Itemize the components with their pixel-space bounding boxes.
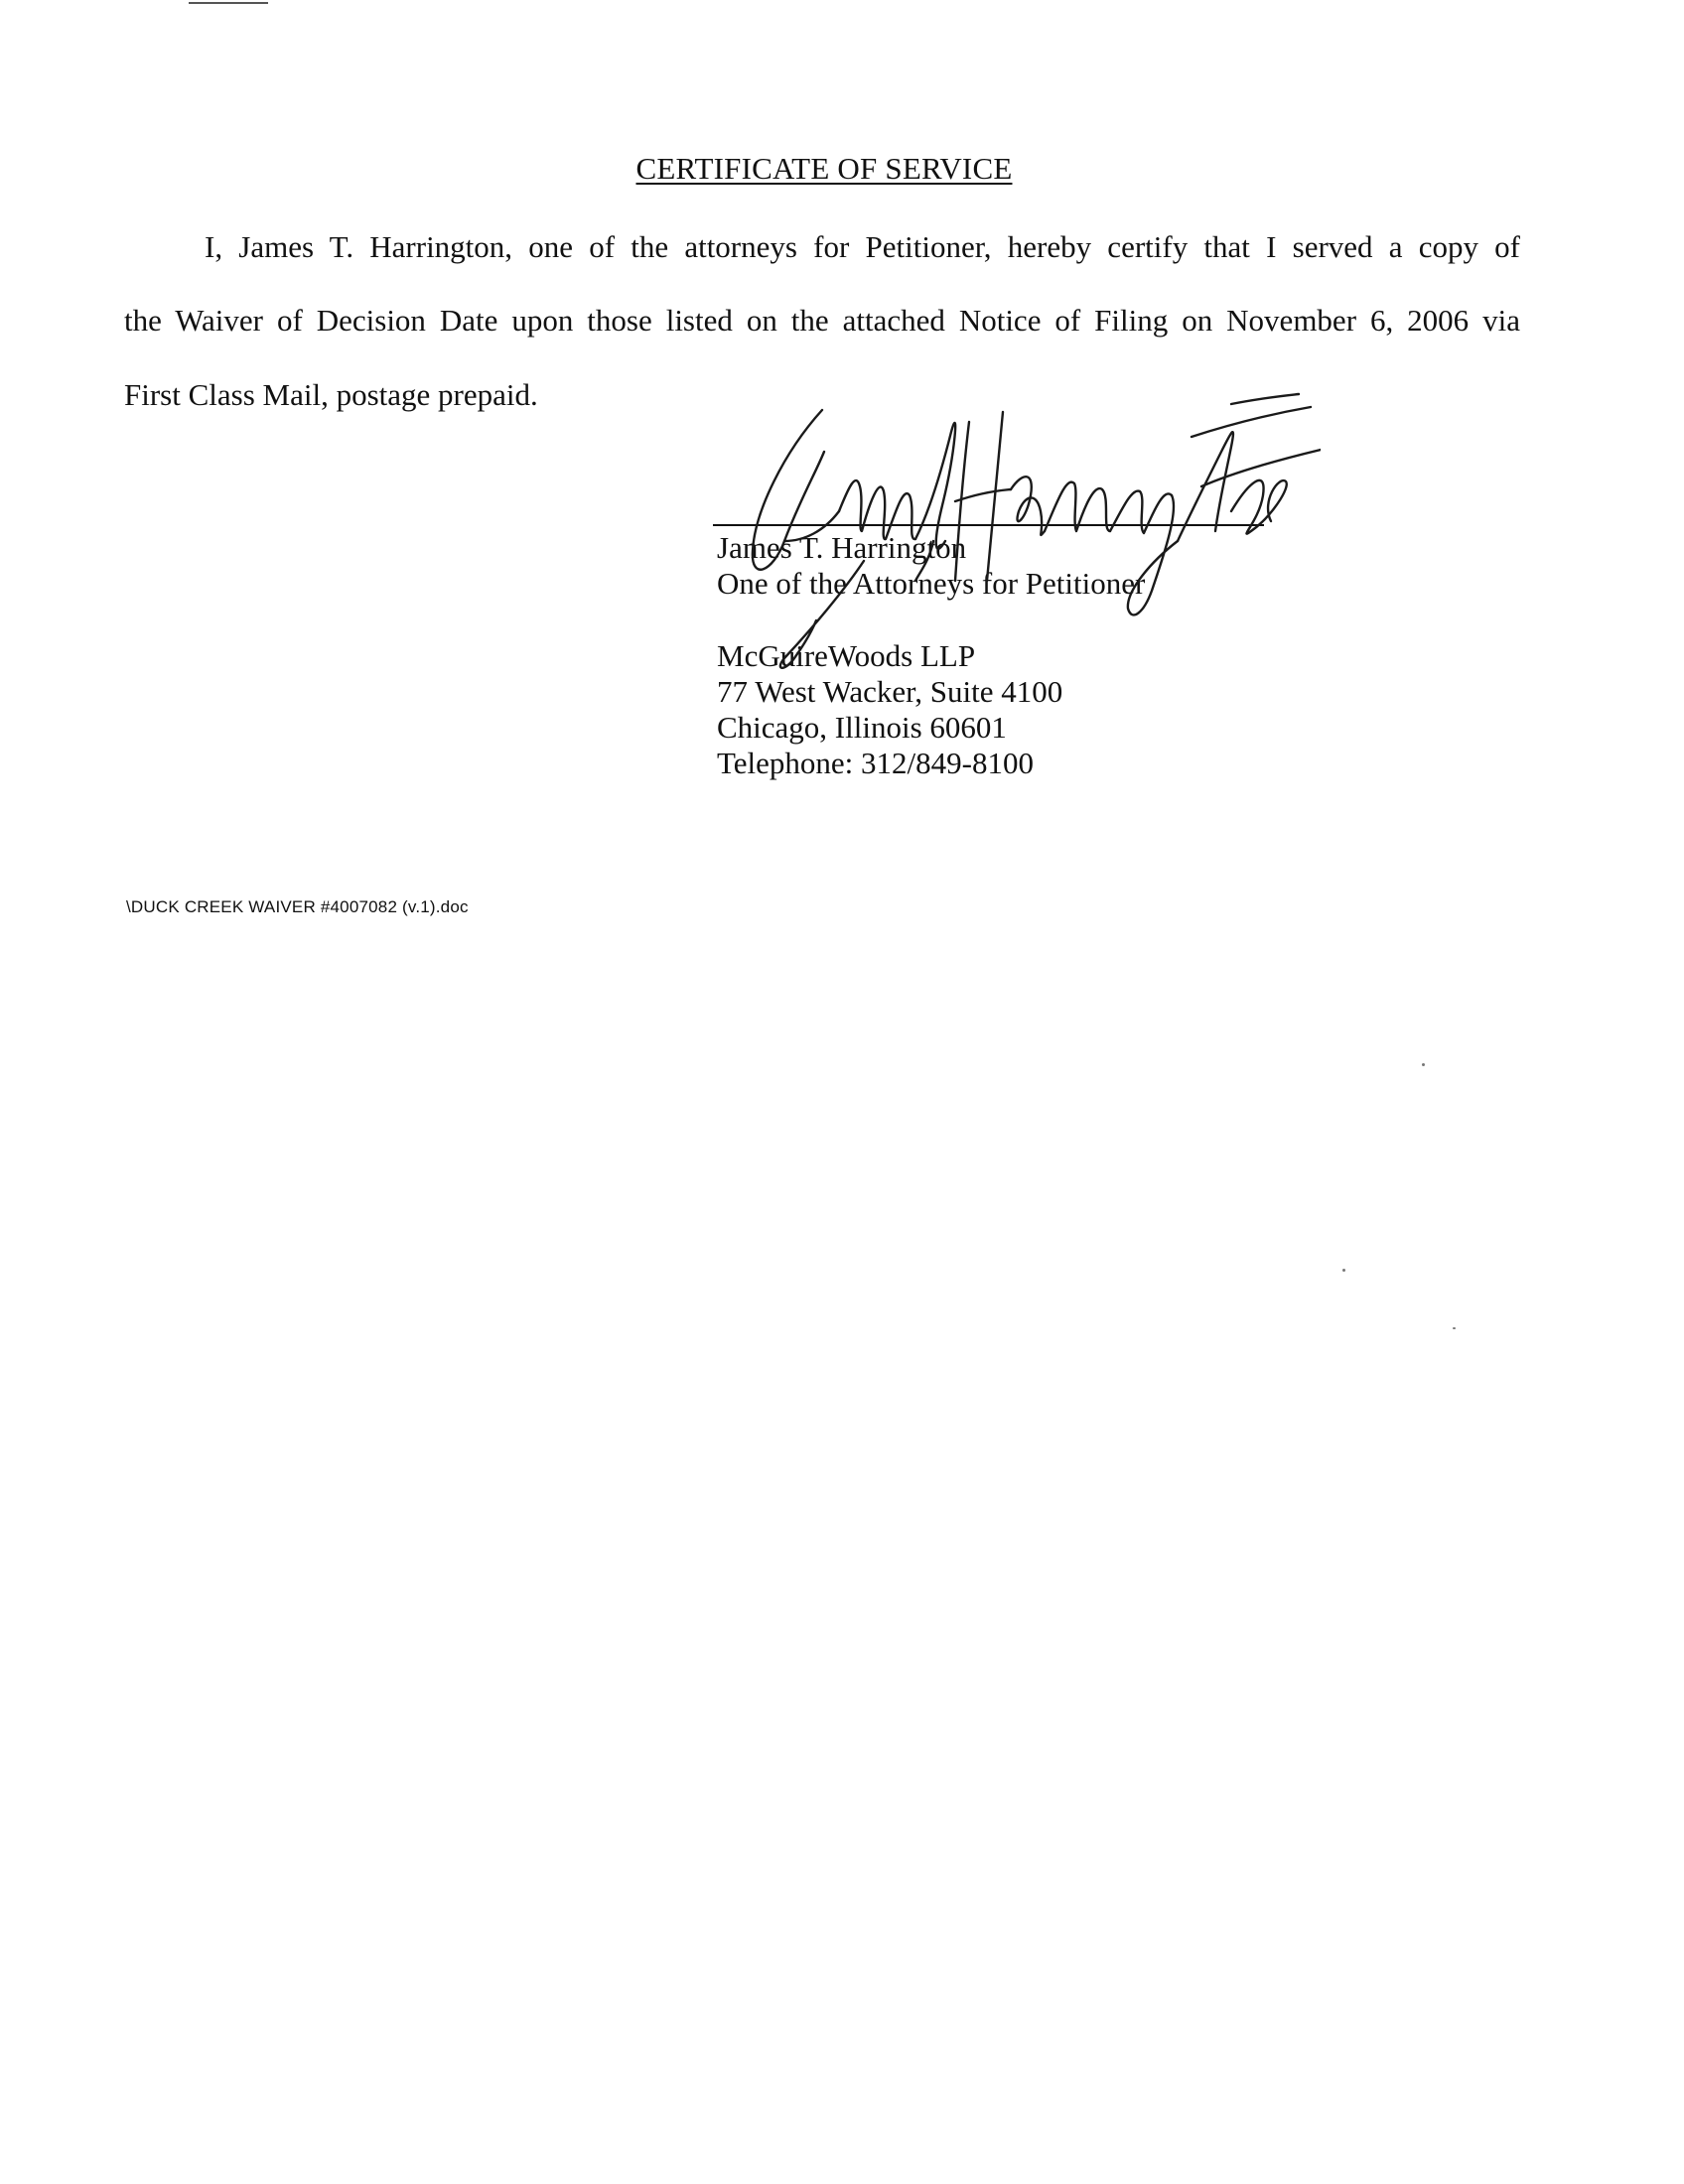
document-title: CERTIFICATE OF SERVICE xyxy=(635,151,1013,186)
scan-artifact-line xyxy=(189,2,268,4)
paragraph-line-2: the Waiver of Decision Date upon those listed on the attached Notice of Filing on November 6, 2006 via xyxy=(124,303,1520,338)
firm-address: 77 West Wacker, Suite 4100 xyxy=(717,674,1063,709)
firm-phone: Telephone: 312/849-8100 xyxy=(717,746,1034,780)
paragraph-line-3: First Class Mail, postage prepaid. xyxy=(124,377,538,412)
paragraph-line-1: I, James T. Harrington, one of the attorneys for Petitioner, hereby certify that I served a copy of xyxy=(205,229,1520,264)
firm-city: Chicago, Illinois 60601 xyxy=(717,710,1007,745)
firm-name: McGuireWoods LLP xyxy=(717,638,976,673)
signer-name: James T. Harrington xyxy=(717,530,967,565)
scan-speck xyxy=(1453,1327,1456,1329)
document-footer-filename: \DUCK CREEK WAIVER #4007082 (v.1).doc xyxy=(126,897,469,916)
signer-role: One of the Attorneys for Petitioner xyxy=(717,566,1146,601)
scan-speck xyxy=(1422,1063,1425,1066)
scan-speck xyxy=(1342,1269,1345,1272)
handwritten-signature xyxy=(635,392,1321,680)
